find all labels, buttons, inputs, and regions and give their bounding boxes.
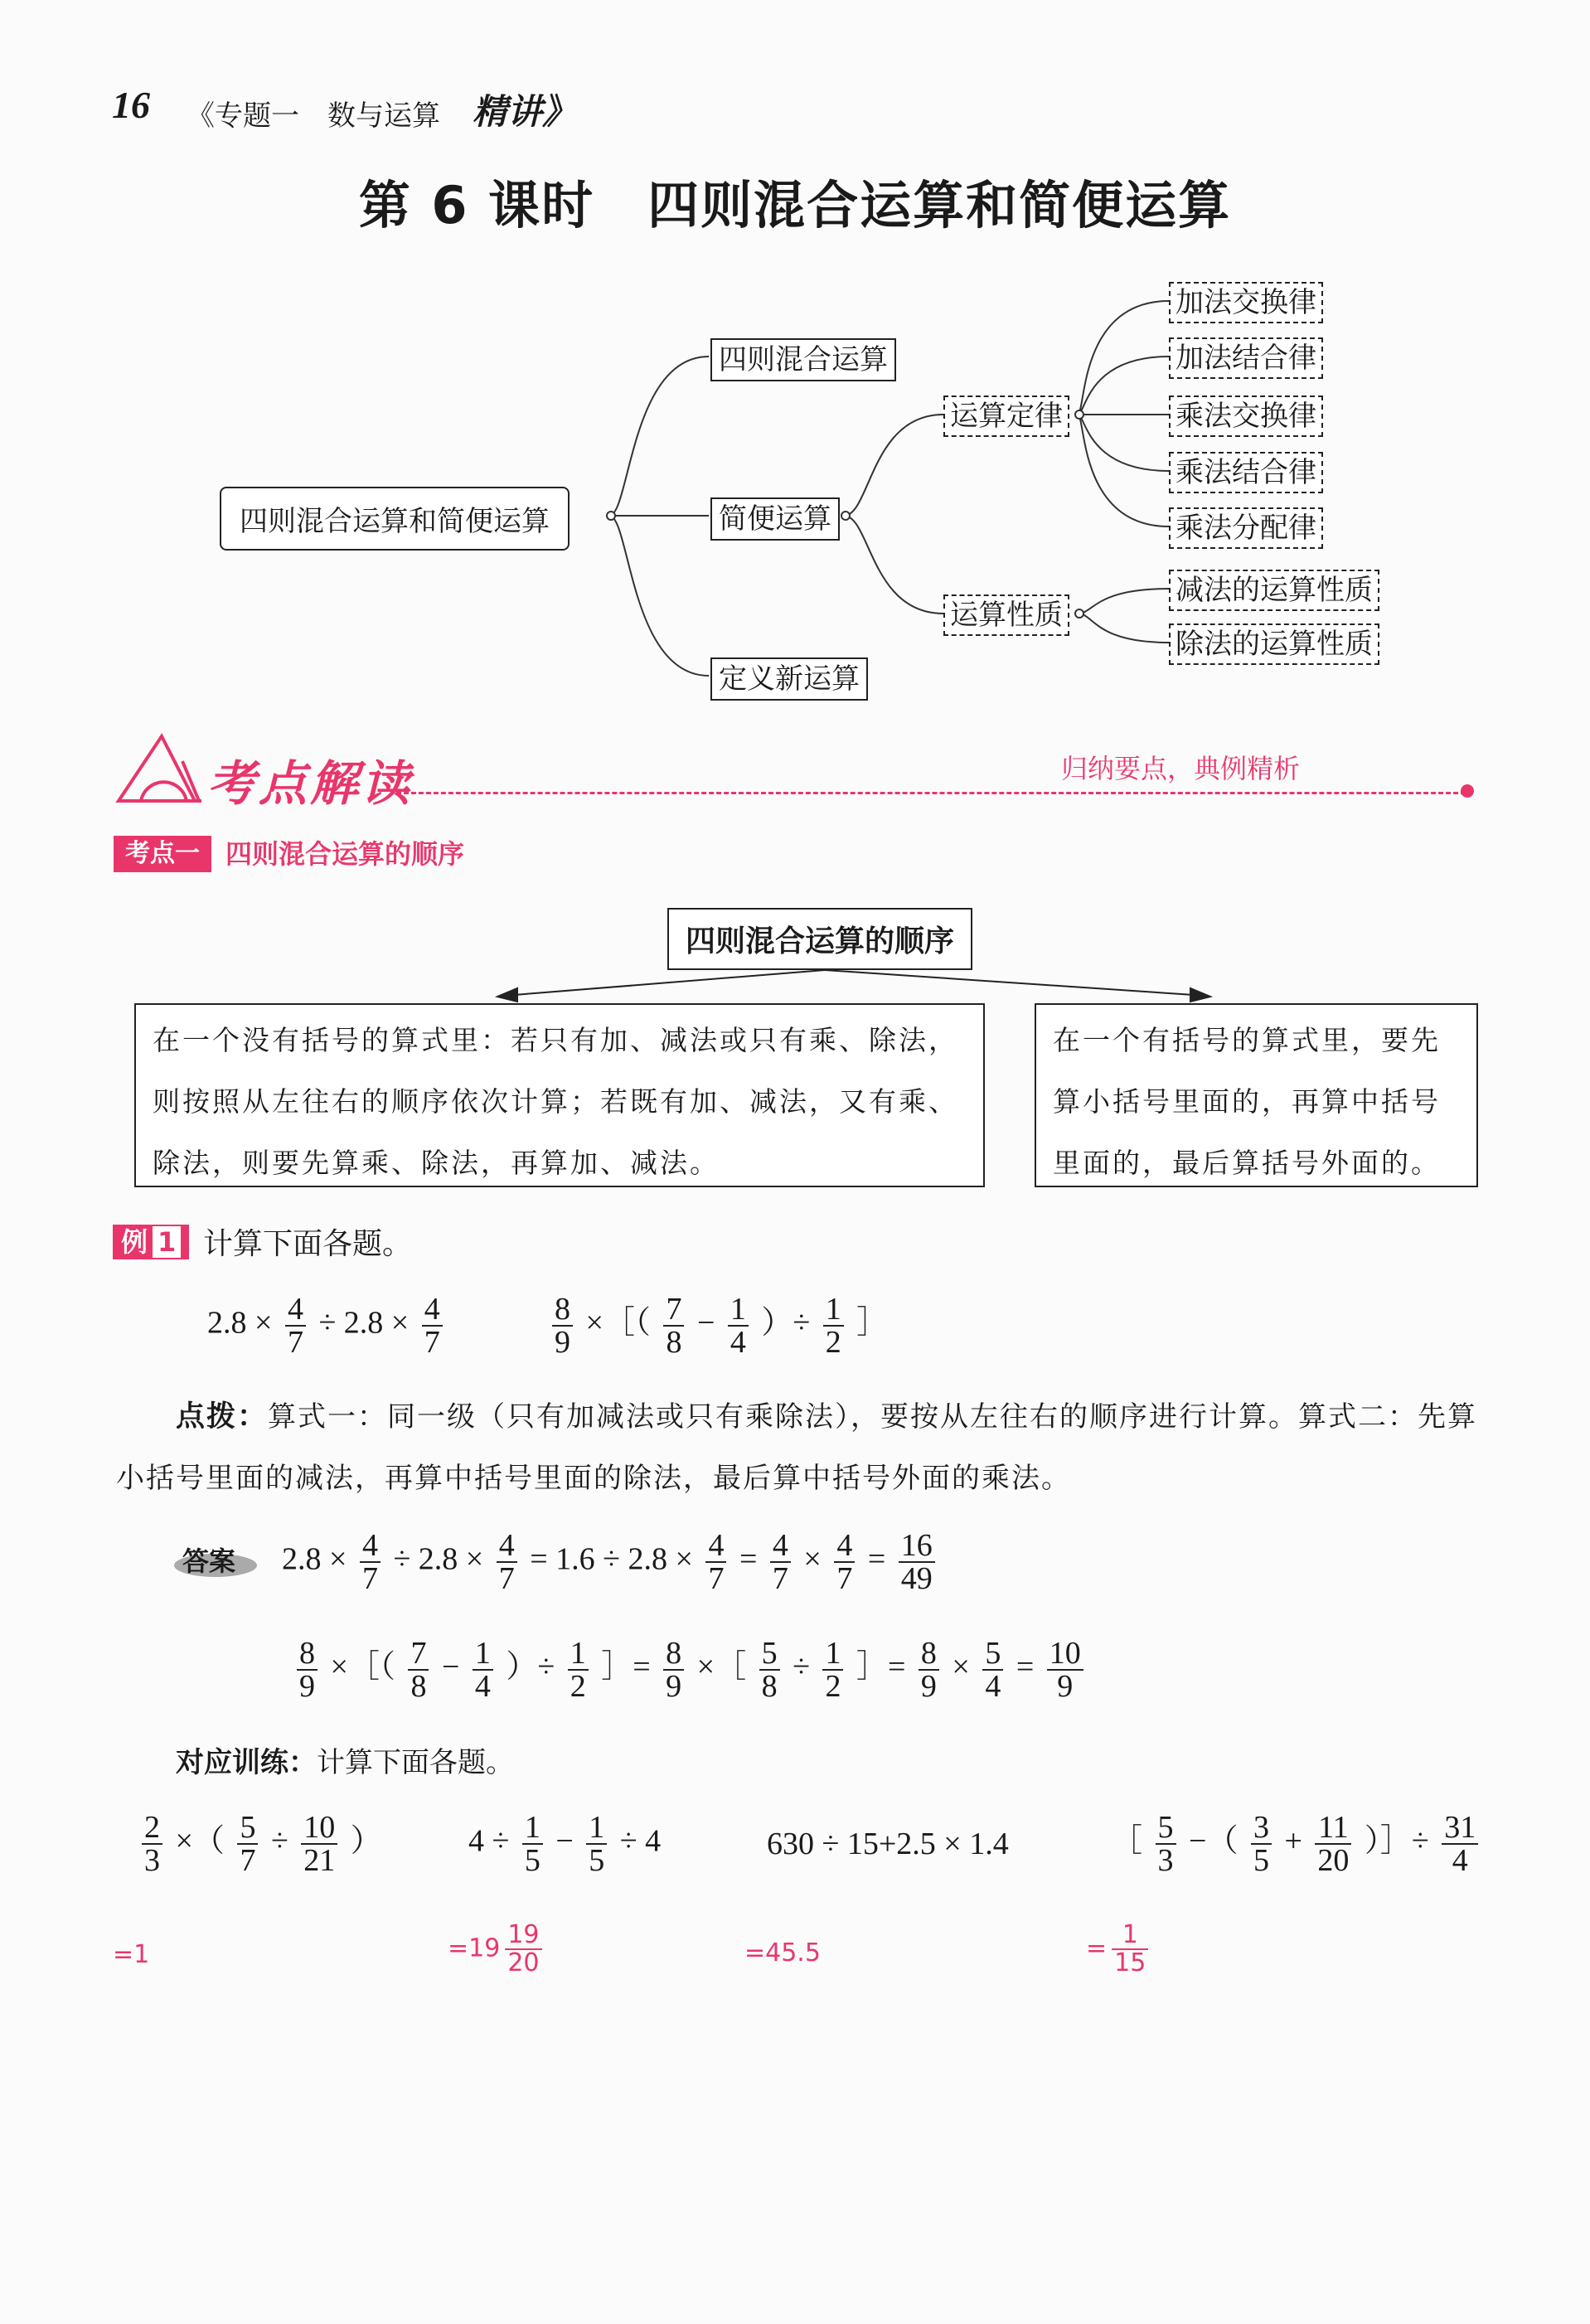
- fraction: $\frac{4}{7}$: [285, 1293, 306, 1358]
- answer-text: =: [1086, 1933, 1108, 1963]
- fraction: $\frac{1}{4}$: [473, 1637, 493, 1702]
- expr-text: ×［（: [330, 1649, 395, 1685]
- fraction: $\frac{1}{5}$: [586, 1812, 607, 1876]
- section-title: 考点解读: [207, 755, 414, 812]
- fraction: $\frac{3}{5}$: [1251, 1812, 1272, 1876]
- expr-text: ×: [803, 1541, 822, 1577]
- example-expression-2: [547, 1293, 888, 1358]
- section-subtitle: 归纳要点，典例精析: [1061, 753, 1301, 784]
- expr-text: ）: [350, 1823, 382, 1859]
- expr-text: ÷ 2.8 ×: [393, 1541, 484, 1577]
- node-dot-props: [1075, 609, 1083, 618]
- expr-text: ÷: [793, 1649, 810, 1685]
- example-number: 1: [153, 1226, 181, 1258]
- order-rule-brackets: 在一个有括号的算式里，要先算小括号里面的，再算中括号里面的，最后算括号外面的。: [1035, 1003, 1478, 1187]
- expr-text: ÷: [270, 1823, 288, 1859]
- answer-text: =19: [448, 1933, 501, 1963]
- practice-expression-3: 630 ÷ 15+2.5 × 1.4: [767, 1827, 1009, 1861]
- expr-text: =: [1016, 1649, 1035, 1685]
- fraction: $\frac{16}{49}$: [899, 1530, 935, 1594]
- practice-label: 对应训练：: [176, 1746, 317, 1779]
- practice-answer-3: =45.5: [744, 1938, 821, 1967]
- fraction: $\frac{11}{20}$: [1315, 1812, 1351, 1876]
- expr-text: = 1.6 ÷ 2.8 ×: [530, 1541, 693, 1577]
- expr-text: ）÷: [761, 1305, 811, 1341]
- fraction: $\frac{7}{8}$: [663, 1293, 684, 1358]
- mindmap-laws: 运算定律: [943, 395, 1069, 437]
- practice-heading: [176, 1739, 514, 1780]
- mindmap-law-item: 加法交换律: [1169, 282, 1323, 323]
- mindmap-law-item: 乘法分配律: [1169, 507, 1323, 549]
- expr-text: ］: [856, 1305, 889, 1341]
- fraction: $\frac{1}{15}$: [1112, 1922, 1148, 1977]
- mindmap-law-item: 乘法结合律: [1169, 452, 1323, 493]
- section-divider: [396, 792, 1466, 794]
- node-dot-root: [607, 512, 615, 520]
- fraction: $\frac{31}{4}$: [1442, 1812, 1478, 1876]
- mindmap-props: 运算性质: [943, 594, 1069, 636]
- practice-answer-2: [448, 1922, 547, 1977]
- page-title: 第 6 课时 四则混合运算和简便运算: [358, 175, 1232, 235]
- expr-text: ×［（: [585, 1305, 651, 1341]
- expr-text: ÷ 4: [619, 1823, 662, 1859]
- expr-text: =: [867, 1541, 886, 1577]
- expr-text: =: [739, 1541, 758, 1577]
- expr-text: −: [441, 1649, 460, 1685]
- fraction: $\frac{7}{8}$: [408, 1637, 429, 1702]
- answer-line-1: [282, 1530, 940, 1594]
- example-badge-label: 例: [121, 1226, 148, 1258]
- order-title: 四则混合运算的顺序: [667, 908, 972, 970]
- fraction: $\frac{8}{9}$: [919, 1637, 939, 1702]
- order-rule-no-brackets: 在一个没有括号的算式里：若只有加、减法或只有乘、除法，则按照从左往右的顺序依次计算；若既有加、减法，又有乘、除法，则要先算乘、除法，再算加、减法。: [134, 1003, 985, 1187]
- mindmap-prop-item: 除法的运算性质: [1169, 623, 1379, 665]
- practice-expression-4: [1111, 1812, 1483, 1876]
- fraction: $\frac{4}{7}$: [360, 1530, 381, 1594]
- fraction: $\frac{4}{7}$: [705, 1530, 726, 1594]
- tip-label: 点拨：: [176, 1400, 269, 1434]
- fraction: $\frac{10}{21}$: [301, 1812, 337, 1876]
- kaodian-title: 四则混合运算的顺序: [225, 838, 465, 870]
- fraction: $\frac{4}{7}$: [834, 1530, 855, 1594]
- fraction: $\frac{4}{7}$: [422, 1293, 443, 1358]
- mindmap-law-item: 加法结合律: [1169, 337, 1323, 379]
- example-tip: [116, 1386, 1492, 1509]
- fraction: $\frac{5}{3}$: [1156, 1812, 1176, 1876]
- header-brand: 精讲》: [473, 91, 578, 132]
- expr-text: 2.8 ×: [207, 1305, 273, 1341]
- expr-text: ）］÷: [1364, 1823, 1429, 1859]
- section-divider-dot: [1461, 784, 1474, 798]
- expr-text: ］=: [856, 1649, 906, 1685]
- fraction: $\frac{8}{9}$: [663, 1637, 684, 1702]
- expr-text: −（: [1189, 1823, 1239, 1859]
- page-number: 16: [112, 84, 150, 126]
- geometry-tools-icon: [112, 728, 205, 811]
- fraction: $\frac{10}{9}$: [1047, 1637, 1083, 1702]
- expr-text: 4 ÷: [468, 1823, 510, 1859]
- expr-text: ］=: [601, 1649, 651, 1685]
- fraction: $\frac{1}{2}$: [823, 1293, 844, 1358]
- expr-text: ×［: [696, 1649, 747, 1685]
- practice-expression-2: [468, 1812, 661, 1876]
- example-expression-1: [207, 1293, 448, 1358]
- node-dot-laws: [1075, 410, 1083, 419]
- fraction: $\frac{4}{7}$: [770, 1530, 791, 1594]
- practice-prompt: 计算下面各题。: [317, 1746, 514, 1779]
- fraction: $\frac{5}{8}$: [759, 1637, 780, 1702]
- fraction: $\frac{1}{5}$: [522, 1812, 543, 1876]
- example-prompt: 计算下面各题。: [203, 1227, 413, 1261]
- mindmap-branch-mixed: 四则混合运算: [710, 338, 896, 381]
- node-dot-simplify: [841, 512, 850, 520]
- expr-text: ）÷: [506, 1649, 555, 1685]
- expr-text: ×（: [175, 1823, 225, 1859]
- expr-text: 2.8 ×: [282, 1541, 347, 1577]
- mindmap-prop-item: 减法的运算性质: [1169, 570, 1379, 611]
- mindmap-branch-simplify: 简便运算: [710, 497, 840, 541]
- answer-line-2: [292, 1637, 1088, 1702]
- fraction: $\frac{4}{7}$: [497, 1530, 517, 1594]
- header-section: 《专题一 数与运算: [187, 99, 440, 133]
- fraction: $\frac{1}{2}$: [568, 1637, 589, 1702]
- expr-text: +: [1284, 1823, 1302, 1859]
- kaodian-badge: 考点一: [114, 836, 211, 872]
- expr-text: ×: [952, 1649, 970, 1685]
- fraction: $\frac{5}{4}$: [982, 1637, 1003, 1702]
- fraction: $\frac{5}{7}$: [237, 1812, 258, 1876]
- expr-text: ［: [1111, 1823, 1143, 1859]
- expr-text: −: [555, 1823, 574, 1859]
- fraction: $\frac{1}{4}$: [728, 1293, 749, 1358]
- fraction: $\frac{8}{9}$: [552, 1293, 573, 1358]
- tip-text: 算式一：同一级（只有加减法或只有乘除法），要按从左往右的顺序进行计算。算式二：先算小括号里面的减法，再算中括号里面的除法，最后算中括号外面的乘法。: [116, 1400, 1478, 1495]
- example-badge: [113, 1225, 189, 1259]
- practice-answer-1: =1: [113, 1940, 150, 1969]
- practice-expression-1: [137, 1812, 382, 1876]
- fraction: $\frac{2}{3}$: [142, 1812, 162, 1876]
- expr-text: ÷ 2.8 ×: [318, 1305, 410, 1341]
- mindmap-root: 四则混合运算和简便运算: [220, 487, 570, 551]
- expr-text: −: [696, 1305, 715, 1341]
- answer-label: 答案: [182, 1545, 236, 1577]
- fraction: $\frac{19}{20}$: [505, 1922, 541, 1977]
- fraction: $\frac{8}{9}$: [297, 1637, 318, 1702]
- fraction: $\frac{1}{2}$: [822, 1637, 843, 1702]
- practice-answer-4: [1086, 1922, 1153, 1977]
- mindmap-branch-new-op: 定义新运算: [710, 657, 868, 701]
- mindmap-law-item: 乘法交换律: [1169, 395, 1323, 437]
